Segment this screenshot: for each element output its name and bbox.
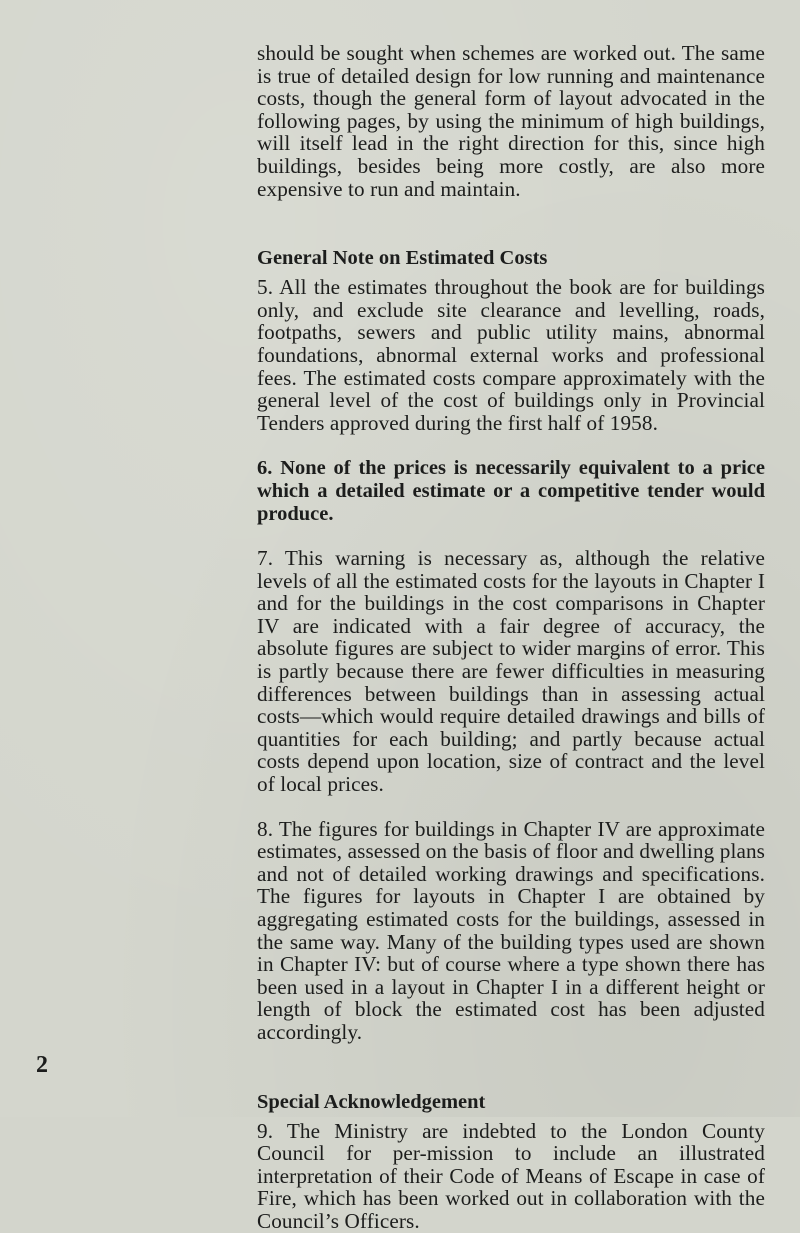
paragraph-6: 6. None of the prices is necessarily equivalent to a price which a detailed estimate or a competitive tender would produce.	[257, 457, 765, 525]
paragraph-8: 8. The figures for buildings in Chapter IV are approximate estimates, assessed on the basis of floor and dwelling plans and not of detailed working drawings and specifications. The figures for layouts in Chapter I are obtained by aggregating estimated costs for the buildings, assessed in the same way. Many of the building types used are shown in Chapter IV: but of course where a type shown there has been used in a layout in Chapter I in a different height or length of block the estimated cost has been adjusted accordingly.	[257, 816, 765, 1044]
text-column	[257, 42, 765, 1233]
paragraph-7: 7. This warning is necessary as, although the relative levels of all the estimated costs for the layouts in Chapter I and for the buildings in the cost comparisons in Chapter IV are indicated with a fair degree of accuracy, the absolute figures are subject to wider margins of error. This is partly because there are fewer difficulties in measuring differences between buildings than in assessing actual costs—which would require detailed drawings and bills of quantities for each building; and partly because actual costs depend upon location, size of contract and the level of local prices.	[257, 546, 765, 797]
section-heading-estimated-costs: General Note on Estimated Costs	[257, 247, 548, 270]
intro-paragraph: should be sought when schemes are worked out. The same is true of detailed design for low running and maintenance costs, though the general form of layout advocated in the following pages, by using the minimum of high buildings, will itself lead in the right direction for this, since high buildings, besides being more costly, are also more expensive to run and maintain.	[257, 41, 765, 201]
section-heading-acknowledgement: Special Acknowledgement	[257, 1090, 486, 1113]
paragraph-9: 9. The Ministry are indebted to the London County Council for per-mission to include an illustrated interpretation of their Code of Means of Escape in case of Fire, which has been worked out in collaboration with the Council’s Officers.	[257, 1118, 765, 1233]
paragraph-5: 5. All the estimates throughout the book are for buildings only, and exclude site clearance and levelling, roads, footpaths, sewers and public utility mains, abnormal foundations, abnormal external works and professional fees. The estimated costs compare approximately with the general level of the cost of buildings only in Provincial Tenders approved during the first half of 1958.	[257, 275, 765, 435]
page-number: 2	[36, 1052, 48, 1078]
